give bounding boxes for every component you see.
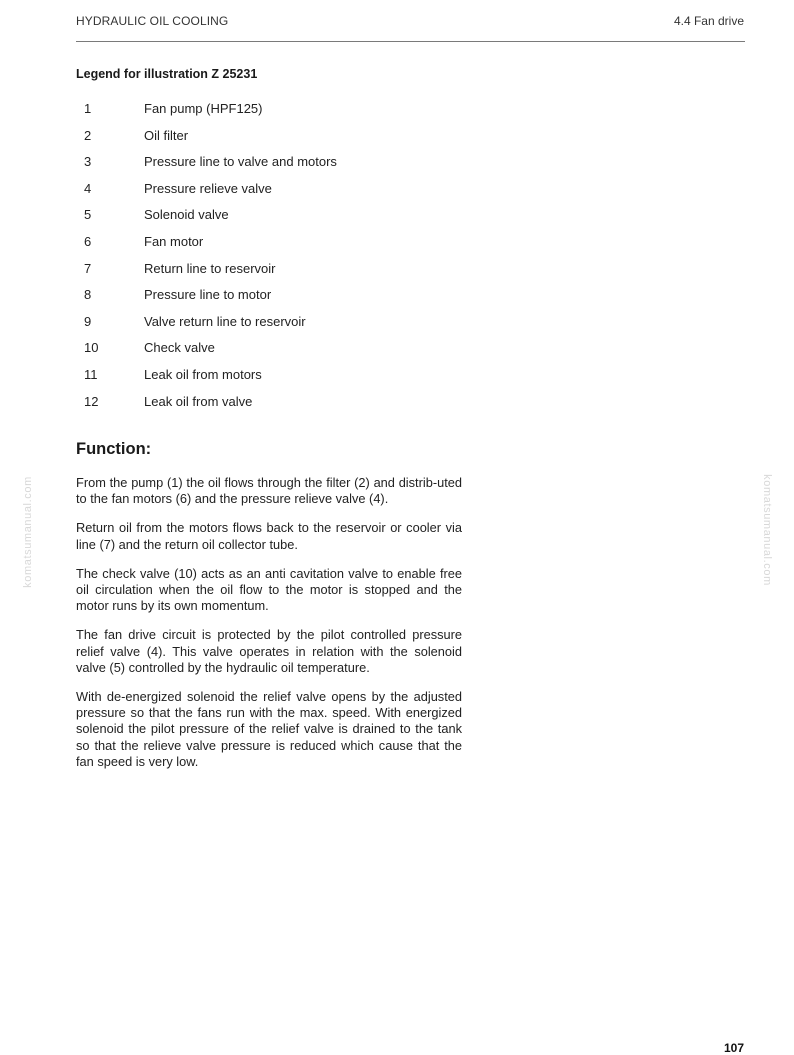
legend-item-number: 10 [84,340,99,356]
legend-item [84,394,484,421]
function-paragraph: Return oil from the motors flows back to the reservoir or cooler via line (7) and the return oil collector tube. [76,520,462,552]
function-heading: Function: [76,440,152,458]
watermark-left: komatsumanual.com [22,476,34,588]
legend-item-text: Return line to reservoir [144,260,276,276]
legend-item-number: 4 [84,180,92,196]
legend-item-number: 9 [84,313,92,329]
function-body [76,475,462,783]
legend-item [84,181,484,208]
legend-item [84,261,484,288]
legend-item-number: 12 [84,393,99,409]
legend-item-text: Check valve [144,340,215,356]
legend-item-text: Leak oil from valve [144,393,253,409]
watermark-right: komatsumanual.com [761,474,773,586]
legend-item [84,287,484,314]
legend-item-number: 8 [84,287,92,303]
header-divider [76,41,745,42]
legend-item-text: Pressure line to valve and motors [144,154,337,170]
legend-item [84,367,484,394]
legend-item [84,234,484,261]
function-paragraph: With de-energized solenoid the relief valve opens by the adjusted pressure so that the fans run with the max. speed. With energized solenoid the pilot pressure of the relief valve is drained to the tank so that the relieve valve pressure is reduced which cause that the fan speed is very low. [76,689,462,769]
page-number: 107 [723,1041,744,1055]
legend-item-text: Fan pump (HPF125) [144,101,263,116]
legend-item-number: 1 [84,101,92,116]
legend-item-text: Solenoid valve [144,207,229,223]
legend-item [84,340,484,367]
legend-item-number: 7 [84,260,92,276]
legend-list [84,101,484,420]
header-section-title: HYDRAULIC OIL COOLING [76,14,229,28]
legend-item-number: 5 [84,207,92,223]
legend-title: Legend for illustration Z 25231 [76,67,258,81]
header-chapter-title: 4.4 Fan drive [673,14,744,28]
function-paragraph: From the pump (1) the oil flows through the filter (2) and distrib-uted to the fan motors (6) and the pressure relieve valve (4). [76,475,462,507]
legend-item-number: 11 [84,366,98,382]
legend-item-number: 6 [84,233,92,249]
function-paragraph: The fan drive circuit is protected by the pilot controlled pressure relief valve (4). This valve operates in relation with the solenoid valve (5) controlled by the hydraulic oil temperature. [76,627,462,675]
legend-item-text: Leak oil from motors [144,366,262,382]
legend-item [84,101,484,128]
legend-item [84,154,484,181]
legend-item [84,128,484,155]
legend-item-text: Pressure line to motor [144,287,272,303]
legend-item-number: 3 [84,154,92,170]
legend-item [84,207,484,234]
legend-item-text: Fan motor [144,233,204,249]
legend-item-number: 2 [84,127,92,143]
function-paragraph: The check valve (10) acts as an anti cavitation valve to enable free oil circulation when the oil flow to the motor is stopped and the motor runs by its own momentum. [76,565,462,614]
legend-item-text: Pressure relieve valve [144,180,272,196]
legend-item-text: Oil filter [144,127,189,143]
legend-item [84,314,484,341]
legend-item-text: Valve return line to reservoir [144,313,306,329]
